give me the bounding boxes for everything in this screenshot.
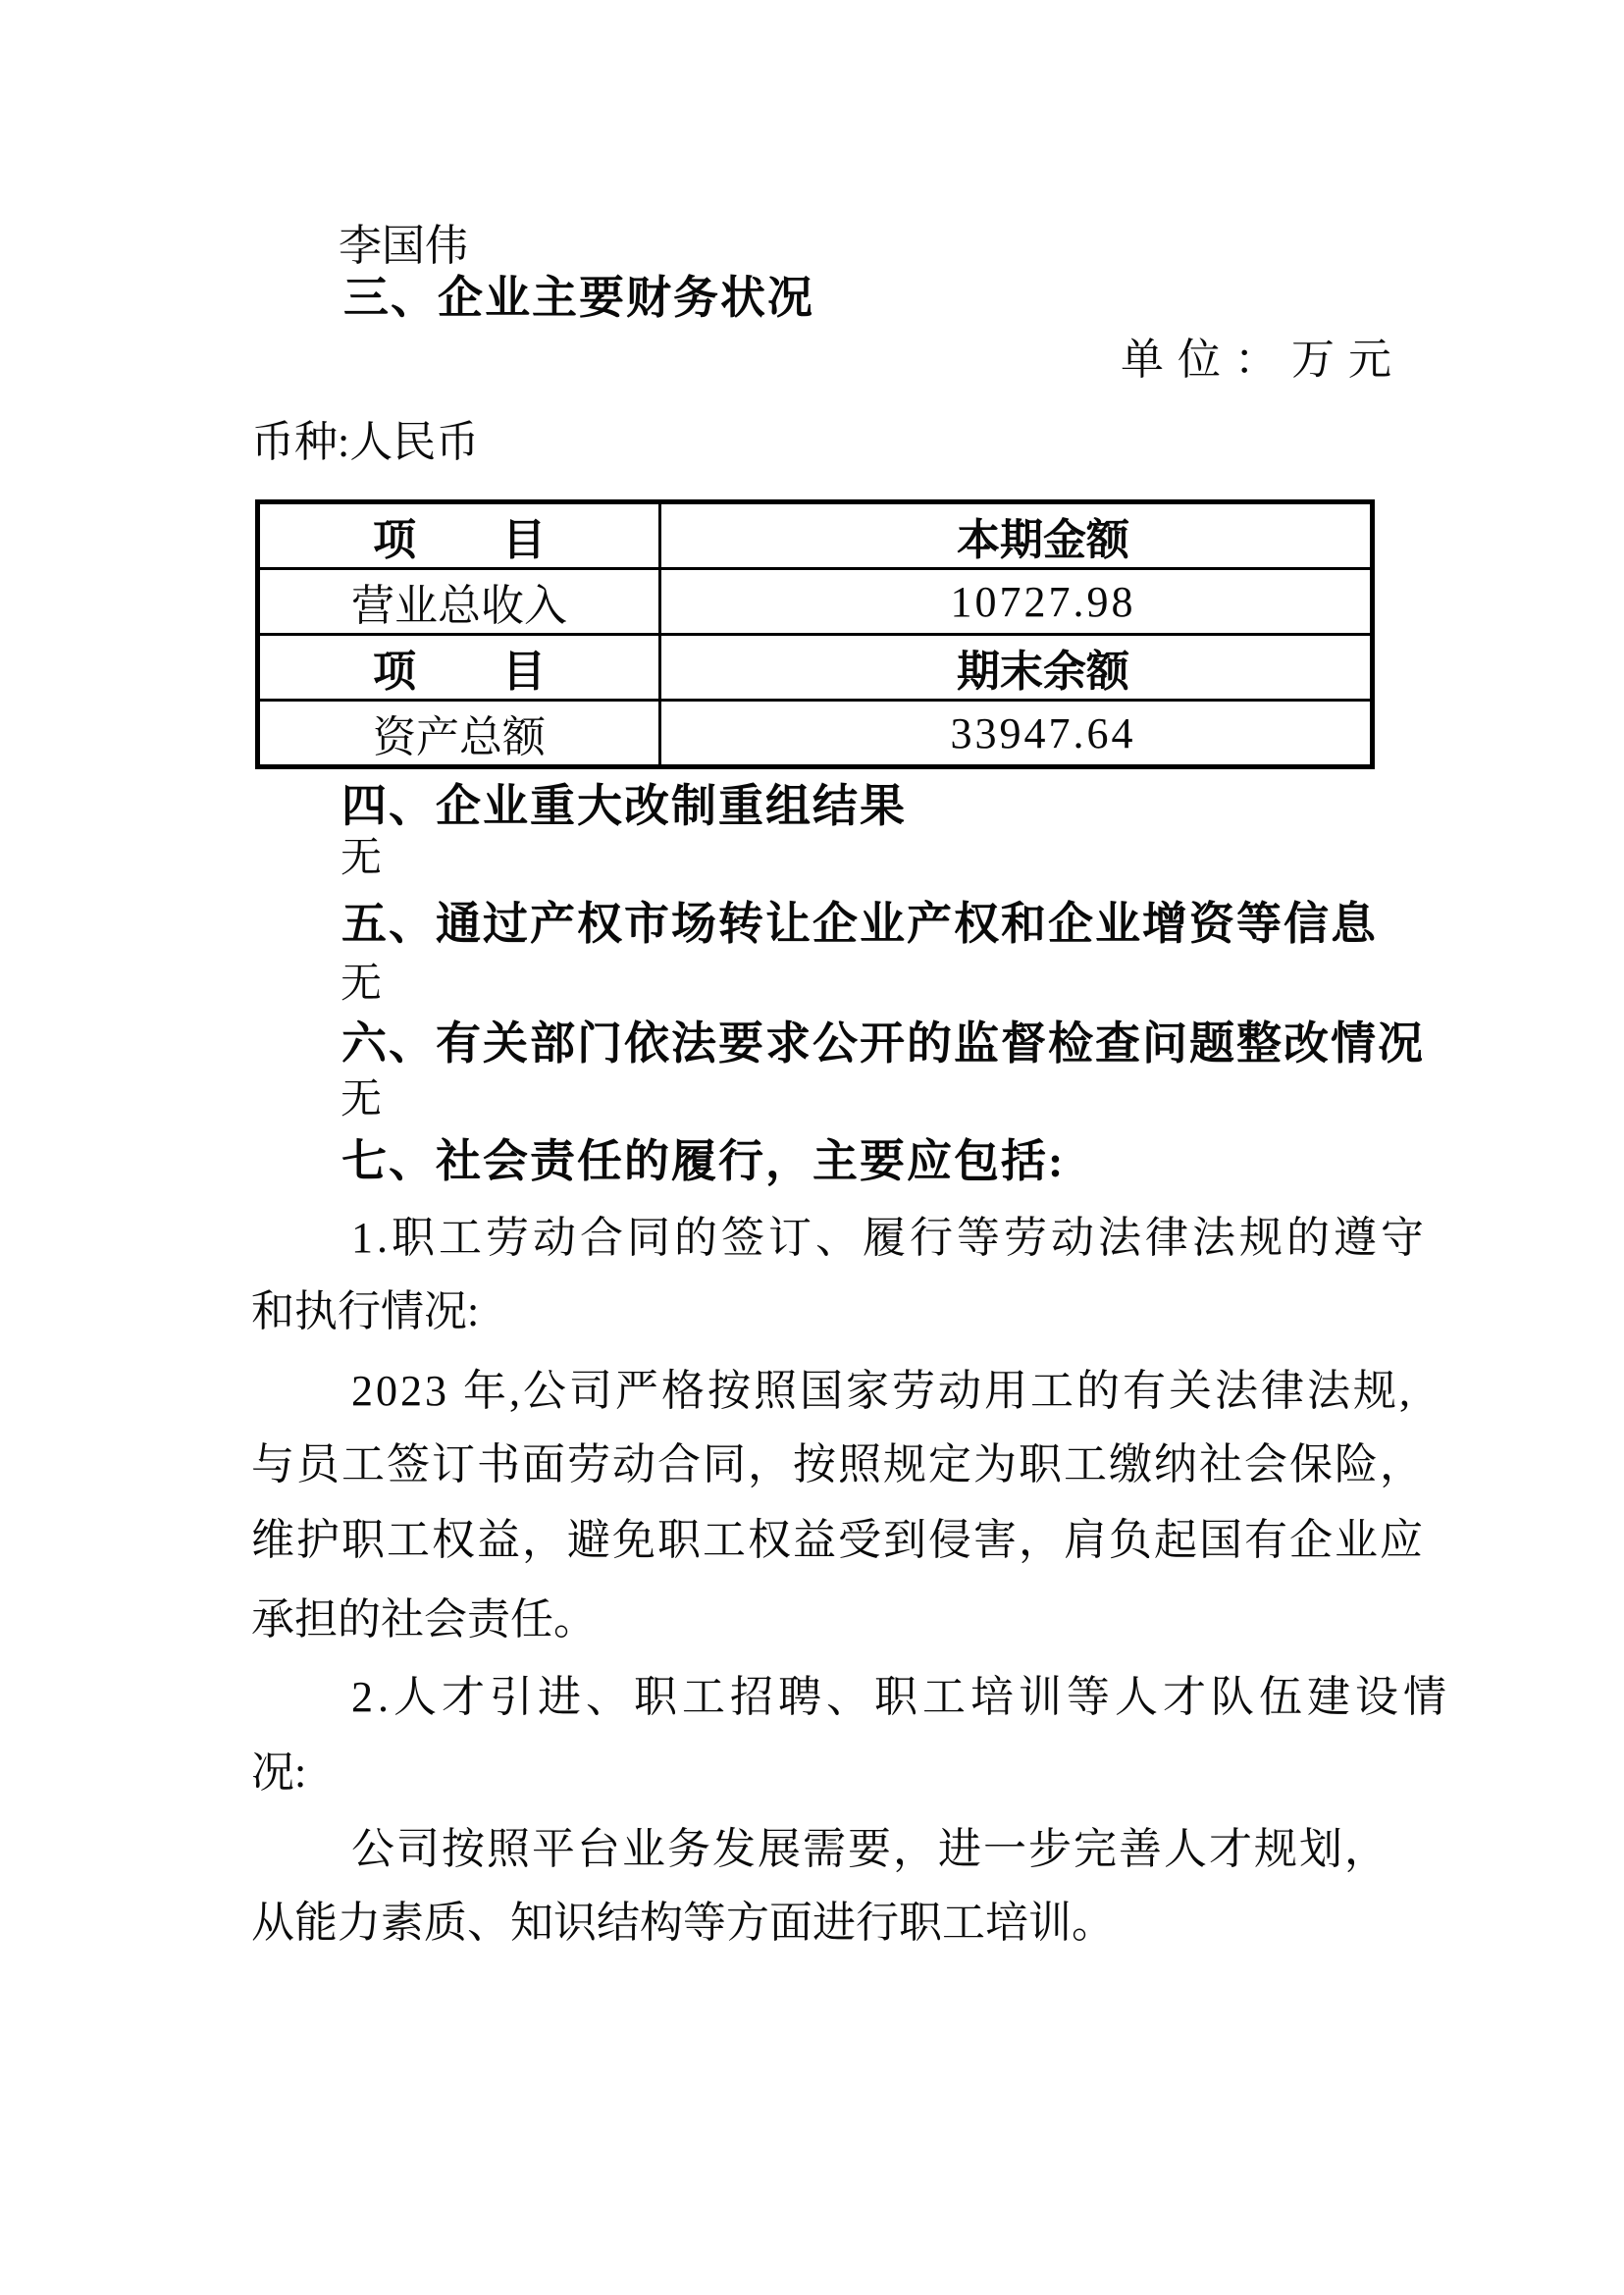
section-7-paragraph1-line4: 承担的社会责任。 (251, 1595, 597, 1643)
section-7-paragraph2-line2: 从能力素质、知识结构等方面进行职工培训。 (251, 1899, 1115, 1947)
section-7-heading: 七、社会责任的履行，主要应包括: (341, 1136, 1066, 1186)
table-row (258, 569, 1373, 635)
section-4-heading: 四、企业重大改制重组结果 (341, 781, 907, 831)
currency-label: 币种:人民币 (251, 418, 480, 466)
section-7-paragraph1-line1: 2023 年,公司严格按照国家劳动用工的有关法律法规, (351, 1367, 1413, 1415)
section-7-item2-line1: 2.人才引进、职工招聘、职工培训等人才队伍建设情 (351, 1673, 1451, 1721)
item-cell: 营业总收入 (258, 569, 660, 635)
section-5-heading: 五、通过产权市场转让企业产权和企业增资等信息 (341, 899, 1378, 949)
section-7-item1-line1: 1.职工劳动合同的签订、履行等劳动法律法规的遵守 (351, 1214, 1428, 1262)
section-7-paragraph1-line3: 维护职工权益，避免职工权益受到侵害，肩负起国有企业应 (251, 1516, 1425, 1564)
section-6-content: 无 (341, 1077, 383, 1122)
item-header-cell: 项 目 (258, 635, 660, 701)
amount-header-cell: 本期金额 (660, 502, 1373, 569)
table-row (258, 701, 1373, 767)
section-4-content: 无 (341, 836, 383, 881)
financial-table (255, 499, 1375, 769)
table-row (258, 635, 1373, 701)
table-row (258, 502, 1373, 569)
section-7-paragraph2-line1: 公司按照平台业务发展需要，进一步完善人才规划， (351, 1825, 1389, 1873)
unit-label: 单位：万元 (1121, 336, 1405, 384)
item-cell: 资产总额 (258, 701, 660, 767)
section-7-item1-line2: 和执行情况: (251, 1287, 480, 1335)
section-7-item2-line2: 况: (251, 1748, 307, 1797)
item-header-cell: 项 目 (258, 502, 660, 569)
amount-header-cell: 期末余额 (660, 635, 1373, 701)
signer-name: 李国伟 (339, 222, 468, 270)
section-7-paragraph1-line2: 与员工签订书面劳动合同，按照规定为职工缴纳社会保险， (251, 1440, 1425, 1488)
amount-cell: 10727.98 (660, 569, 1373, 635)
section-3-heading: 三、企业主要财务状况 (343, 273, 814, 323)
section-6-heading: 六、有关部门依法要求公开的监督检查问题整改情况 (341, 1018, 1425, 1069)
section-5-content: 无 (341, 962, 383, 1007)
amount-cell: 33947.64 (660, 701, 1373, 767)
